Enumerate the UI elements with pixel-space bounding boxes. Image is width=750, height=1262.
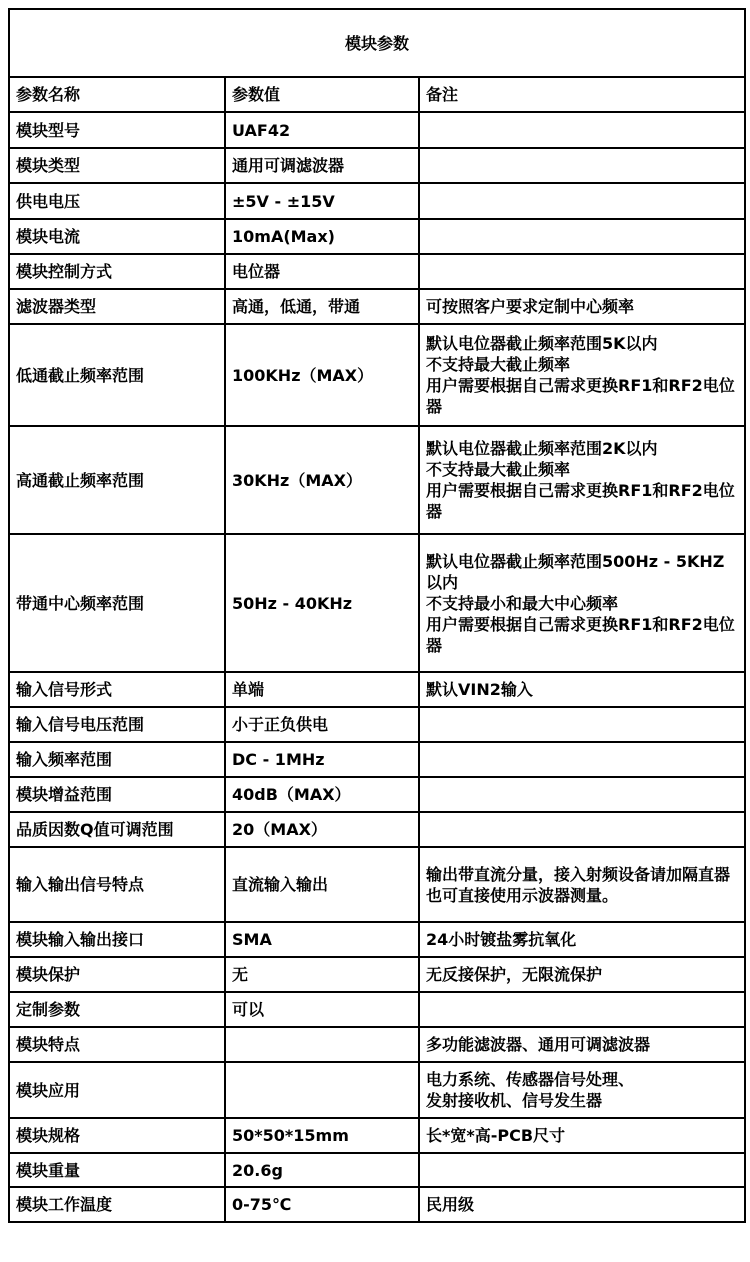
header-param-value: 参数值 <box>225 77 419 112</box>
note-cell <box>419 812 745 847</box>
param-value-cell: DC - 1MHz <box>225 742 419 777</box>
note-cell: 无反接保护，无限流保护 <box>419 957 745 992</box>
table-title: 模块参数 <box>9 9 745 77</box>
table-row <box>9 777 745 812</box>
param-name-cell: 模块特点 <box>9 1027 225 1062</box>
param-value-cell <box>225 1062 419 1118</box>
param-value-cell: 50*50*15mm <box>225 1118 419 1153</box>
param-value-cell: 无 <box>225 957 419 992</box>
note-cell: 24小时镀盐雾抗氧化 <box>419 922 745 957</box>
table-row <box>9 1153 745 1187</box>
param-value-cell: 高通，低通，带通 <box>225 289 419 324</box>
param-name-cell: 模块工作温度 <box>9 1187 225 1222</box>
note-cell <box>419 112 745 148</box>
param-value-cell: 20（MAX） <box>225 812 419 847</box>
table-row <box>9 426 745 534</box>
note-cell: 默认VIN2输入 <box>419 672 745 707</box>
param-value-cell: 小于正负供电 <box>225 707 419 742</box>
table-row <box>9 672 745 707</box>
table-row <box>9 112 745 148</box>
param-value-cell: SMA <box>225 922 419 957</box>
param-value-cell: 通用可调滤波器 <box>225 148 419 183</box>
note-cell <box>419 777 745 812</box>
table-row <box>9 992 745 1027</box>
param-value-cell: 单端 <box>225 672 419 707</box>
param-name-cell: 模块重量 <box>9 1153 225 1187</box>
note-cell <box>419 992 745 1027</box>
param-name-cell: 模块输入输出接口 <box>9 922 225 957</box>
param-value-cell: 50Hz - 40KHz <box>225 534 419 672</box>
title-row <box>9 9 745 77</box>
param-name-cell: 输入频率范围 <box>9 742 225 777</box>
param-name-cell: 供电电压 <box>9 183 225 219</box>
param-value-cell: 直流输入输出 <box>225 847 419 922</box>
table-row <box>9 219 745 254</box>
note-cell: 输出带直流分量，接入射频设备请加隔直器 也可直接使用示波器测量。 <box>419 847 745 922</box>
param-name-cell: 模块电流 <box>9 219 225 254</box>
table-row <box>9 183 745 219</box>
table-row <box>9 742 745 777</box>
table-row <box>9 1027 745 1062</box>
param-name-cell: 模块保护 <box>9 957 225 992</box>
table-row <box>9 707 745 742</box>
table-row <box>9 1062 745 1118</box>
note-cell <box>419 254 745 289</box>
param-name-cell: 高通截止频率范围 <box>9 426 225 534</box>
table-row <box>9 812 745 847</box>
note-cell <box>419 183 745 219</box>
table-row <box>9 148 745 183</box>
parameter-sheet <box>8 8 744 1223</box>
param-value-cell: 30KHz（MAX） <box>225 426 419 534</box>
header-param-name: 参数名称 <box>9 77 225 112</box>
param-name-cell: 模块增益范围 <box>9 777 225 812</box>
param-value-cell: 100KHz（MAX） <box>225 324 419 426</box>
note-cell <box>419 148 745 183</box>
param-name-cell: 输入输出信号特点 <box>9 847 225 922</box>
note-cell: 默认电位器截止频率范围5K以内 不支持最大截止频率 用户需要根据自己需求更换RF1和RF2电位器 <box>419 324 745 426</box>
param-name-cell: 模块控制方式 <box>9 254 225 289</box>
param-name-cell: 低通截止频率范围 <box>9 324 225 426</box>
note-cell: 电力系统、传感器信号处理、 发射接收机、信号发生器 <box>419 1062 745 1118</box>
note-cell <box>419 1153 745 1187</box>
note-cell: 长*宽*高-PCB尺寸 <box>419 1118 745 1153</box>
note-cell: 多功能滤波器、通用可调滤波器 <box>419 1027 745 1062</box>
table-row <box>9 1118 745 1153</box>
param-value-cell: 10mA(Max) <box>225 219 419 254</box>
note-cell: 可按照客户要求定制中心频率 <box>419 289 745 324</box>
param-value-cell: 40dB（MAX） <box>225 777 419 812</box>
header-note: 备注 <box>419 77 745 112</box>
param-name-cell: 品质因数Q值可调范围 <box>9 812 225 847</box>
table-row <box>9 324 745 426</box>
param-value-cell <box>225 1027 419 1062</box>
note-cell: 默认电位器截止频率范围500Hz - 5KHZ以内 不支持最小和最大中心频率 用户需要根据自己需求更换RF1和RF2电位器 <box>419 534 745 672</box>
header-row <box>9 77 745 112</box>
param-value-cell: UAF42 <box>225 112 419 148</box>
note-cell <box>419 742 745 777</box>
param-value-cell: 可以 <box>225 992 419 1027</box>
note-cell: 默认电位器截止频率范围2K以内 不支持最大截止频率 用户需要根据自己需求更换RF1和RF2电位器 <box>419 426 745 534</box>
param-name-cell: 滤波器类型 <box>9 289 225 324</box>
table-row <box>9 957 745 992</box>
table-row <box>9 1187 745 1222</box>
param-name-cell: 输入信号形式 <box>9 672 225 707</box>
table-row <box>9 922 745 957</box>
param-name-cell: 模块型号 <box>9 112 225 148</box>
param-name-cell: 输入信号电压范围 <box>9 707 225 742</box>
param-value-cell: ±5V - ±15V <box>225 183 419 219</box>
note-cell <box>419 707 745 742</box>
table-row <box>9 254 745 289</box>
parameter-table <box>8 8 746 1223</box>
table-row <box>9 534 745 672</box>
param-name-cell: 定制参数 <box>9 992 225 1027</box>
param-value-cell: 20.6g <box>225 1153 419 1187</box>
note-cell: 民用级 <box>419 1187 745 1222</box>
param-name-cell: 模块类型 <box>9 148 225 183</box>
param-name-cell: 模块规格 <box>9 1118 225 1153</box>
note-cell <box>419 219 745 254</box>
param-value-cell: 电位器 <box>225 254 419 289</box>
param-value-cell: 0-75℃ <box>225 1187 419 1222</box>
table-row <box>9 289 745 324</box>
param-name-cell: 模块应用 <box>9 1062 225 1118</box>
table-row <box>9 847 745 922</box>
param-name-cell: 带通中心频率范围 <box>9 534 225 672</box>
